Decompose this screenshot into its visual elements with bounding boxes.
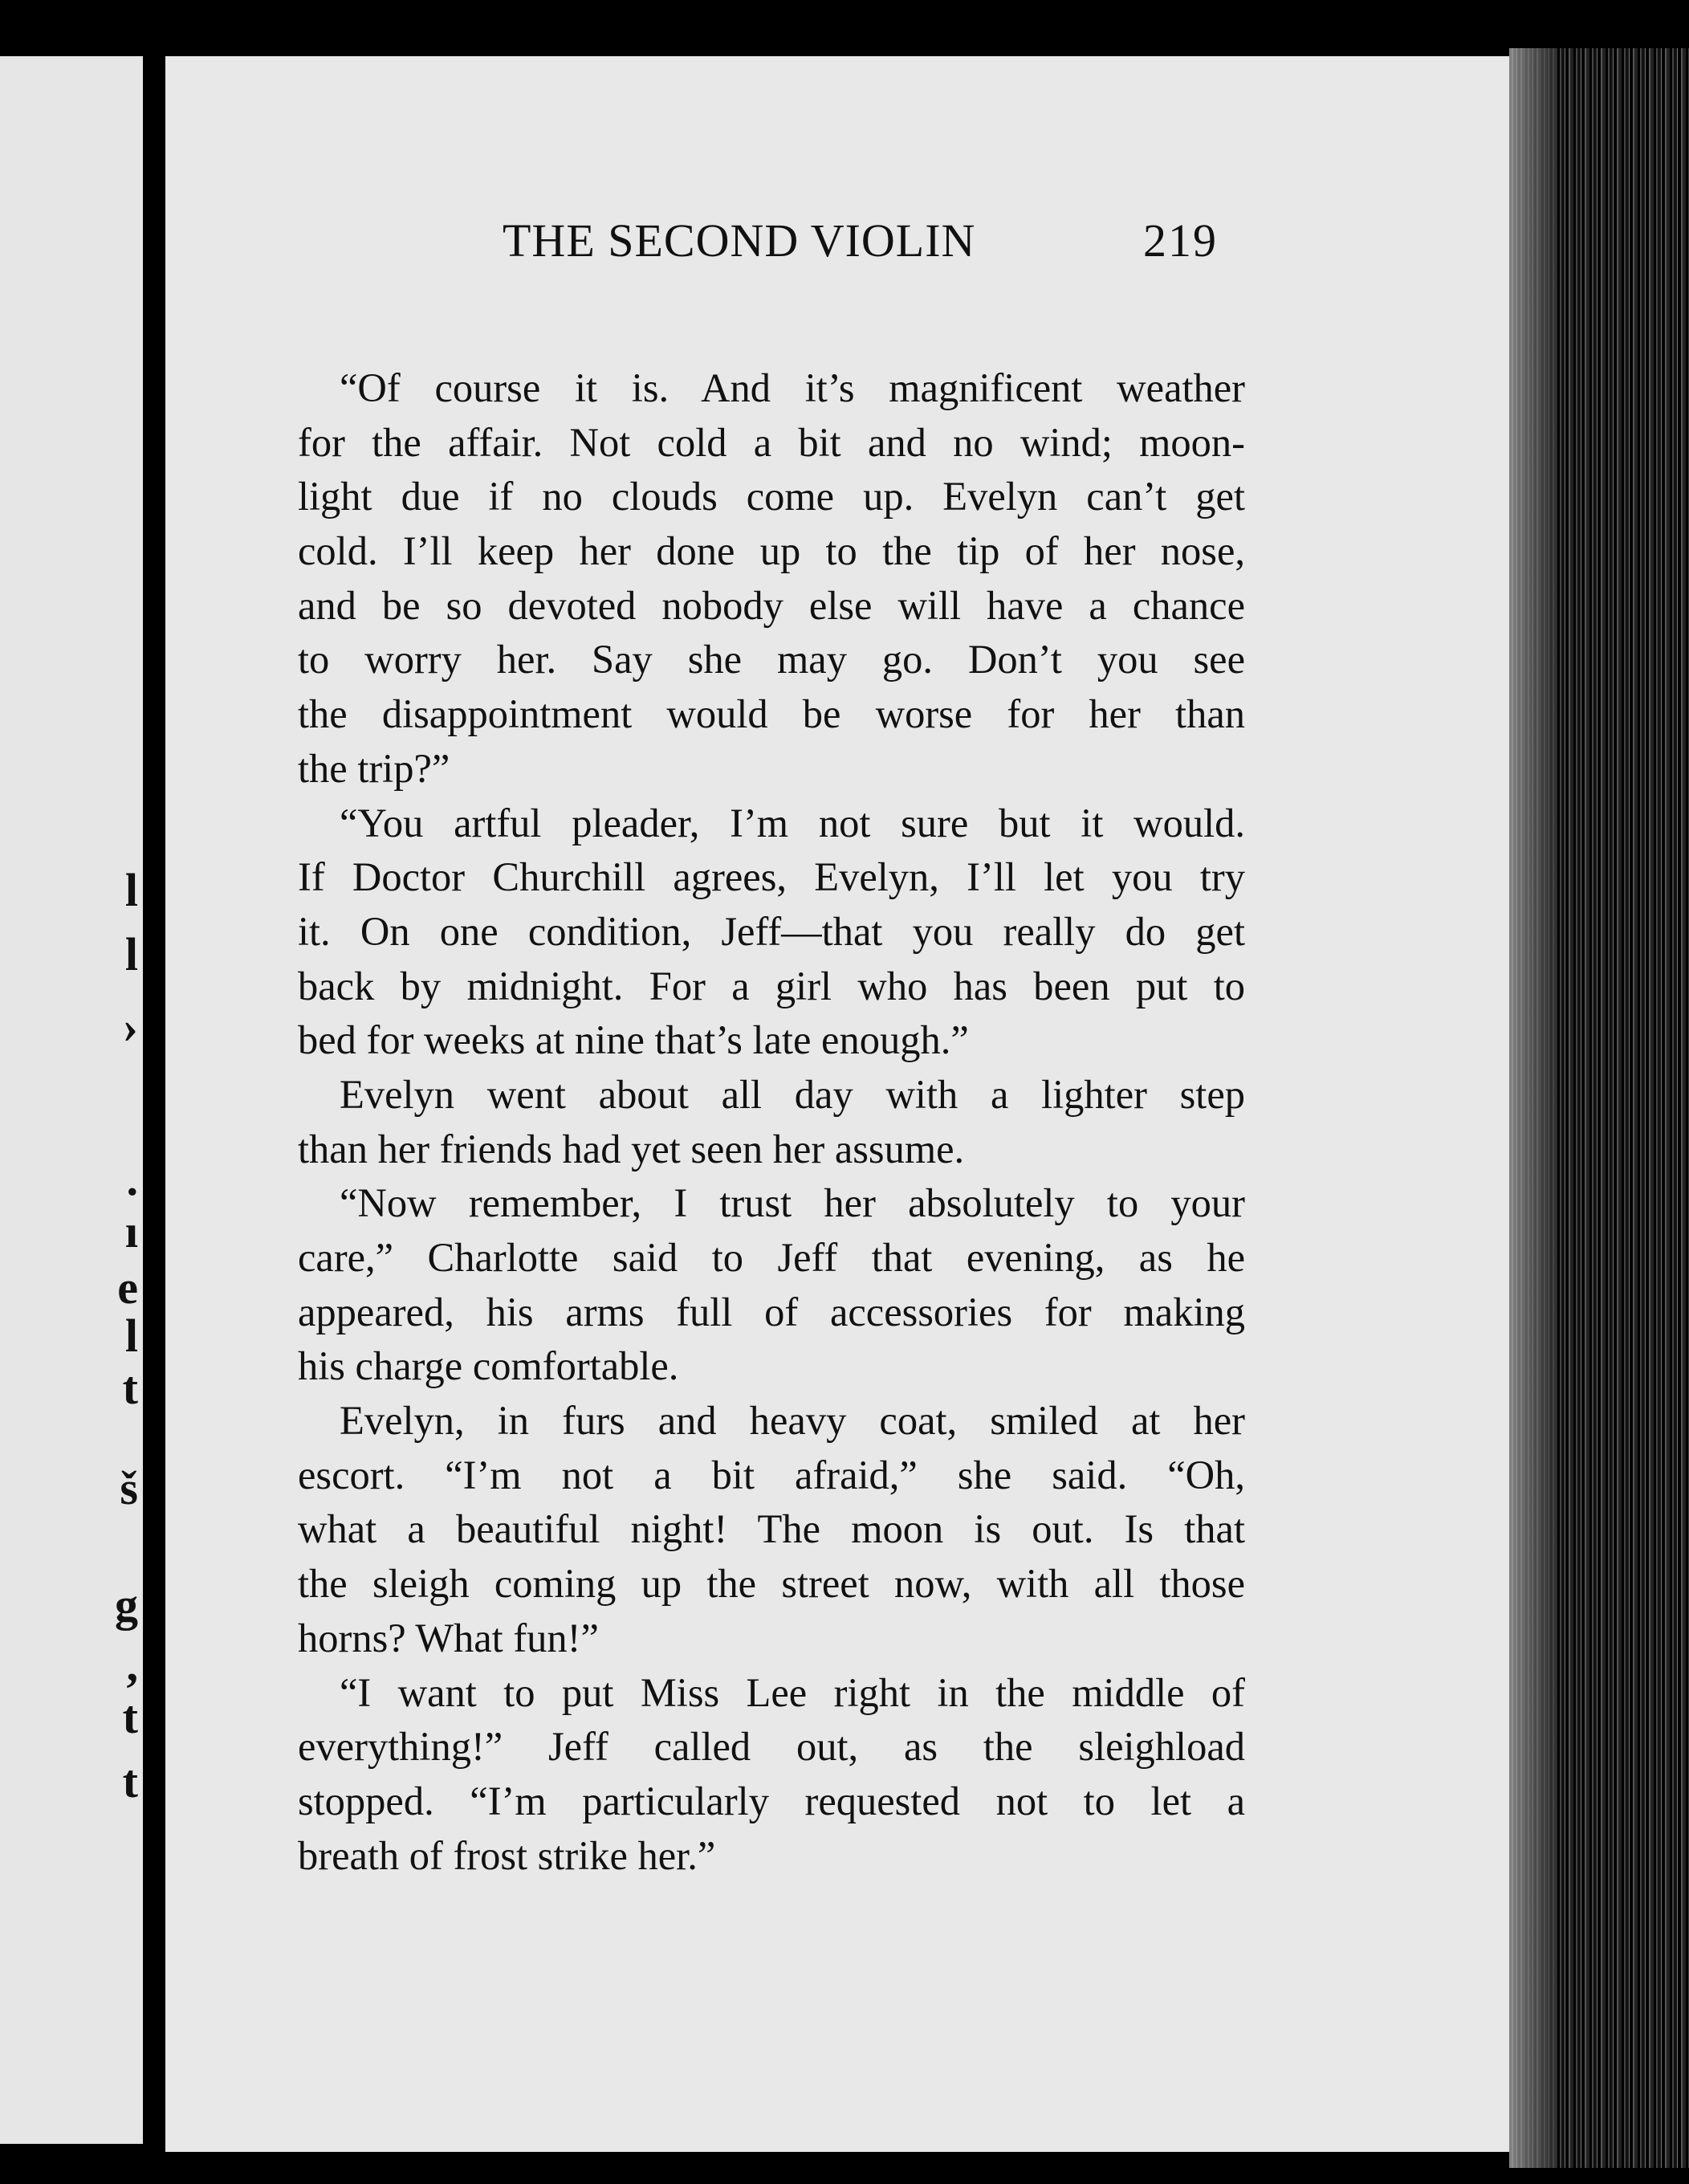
text-line: breath of frost strike her.” — [298, 1832, 716, 1878]
text-line: the sleigh coming up the street now, with all those — [298, 1561, 1245, 1607]
facing-page-glyph: t — [122, 1362, 138, 1414]
book-page — [165, 56, 1525, 2152]
facing-page-glyph: , — [126, 1639, 138, 1691]
facing-page-glyph: g — [115, 1579, 138, 1631]
text-line: escort. “I’m not a bit afraid,” she said. “Oh, — [298, 1452, 1245, 1497]
text-line: to worry her. Say she may go. Don’t you see — [298, 637, 1245, 682]
text-line: stopped. “I’m particularly requested not to let a — [298, 1778, 1245, 1823]
facing-page-glyph: t — [122, 1691, 138, 1743]
text-line: everything!” Jeff called out, as the sleighload — [298, 1724, 1245, 1770]
page-header — [165, 214, 1524, 302]
page-fore-edge — [1509, 48, 1689, 2168]
facing-page-glyph: ı — [124, 1205, 138, 1257]
text-line: “I want to put Miss Lee right in the middle of — [340, 1669, 1245, 1715]
text-line: back by midnight. For a girl who has been put to — [298, 963, 1245, 1008]
facing-page-glyph: › — [122, 1000, 138, 1053]
text-line: Evelyn went about all day with a lighter step — [340, 1071, 1245, 1117]
text-line: it. On one condition, Jeff––that you really do get — [298, 908, 1245, 954]
facing-page-glyph: š — [120, 1462, 138, 1514]
facing-page-glyph: l — [124, 1310, 138, 1362]
text-line: care,” Charlotte said to Jeff that evening, as he — [298, 1235, 1245, 1280]
facing-page-glyph: . — [126, 1153, 138, 1205]
text-line: and be so devoted nobody else will have a chance — [298, 582, 1245, 628]
text-line: horns? What fun!” — [298, 1615, 599, 1660]
facing-page-glyph: l — [124, 864, 138, 916]
text-line: If Doctor Churchill agrees, Evelyn, I’ll let you try — [298, 854, 1245, 900]
facing-page-glyph: e — [117, 1261, 138, 1314]
text-line: the disappointment would be worse for her than — [298, 691, 1245, 737]
body-text — [298, 361, 1245, 1883]
text-line: what a beautiful night! The moon is out. Is that — [298, 1506, 1245, 1552]
text-line: bed for weeks at nine that’s late enough.” — [298, 1017, 969, 1063]
page-number: 219 — [1143, 214, 1218, 267]
text-line: the trip?” — [298, 745, 450, 791]
text-line: cold. I’ll keep her done up to the tip of her nose, — [298, 528, 1245, 574]
text-line: “You artful pleader, I’m not sure but it would. — [340, 800, 1245, 845]
facing-page-glyph: t — [122, 1755, 138, 1807]
text-line: Evelyn, in furs and heavy coat, smiled at her — [340, 1398, 1245, 1444]
book-gutter — [143, 48, 167, 2152]
running-title: THE SECOND VIOLIN — [503, 214, 976, 267]
facing-page-glyph: l — [124, 928, 138, 980]
facing-page-edge — [0, 56, 143, 2144]
text-line: “Now remember, I trust her absolutely to your — [340, 1180, 1245, 1226]
text-line: his charge comfortable. — [298, 1343, 679, 1389]
text-line: “Of course it is. And it’s magnificent weather — [340, 365, 1245, 410]
text-line: appeared, his arms full of accessories for making — [298, 1289, 1245, 1334]
text-line: than her friends had yet seen her assume. — [298, 1126, 965, 1171]
text-line: light due if no clouds come up. Evelyn can’t get — [298, 474, 1245, 520]
text-line: for the affair. Not cold a bit and no wind; moon- — [298, 419, 1245, 465]
